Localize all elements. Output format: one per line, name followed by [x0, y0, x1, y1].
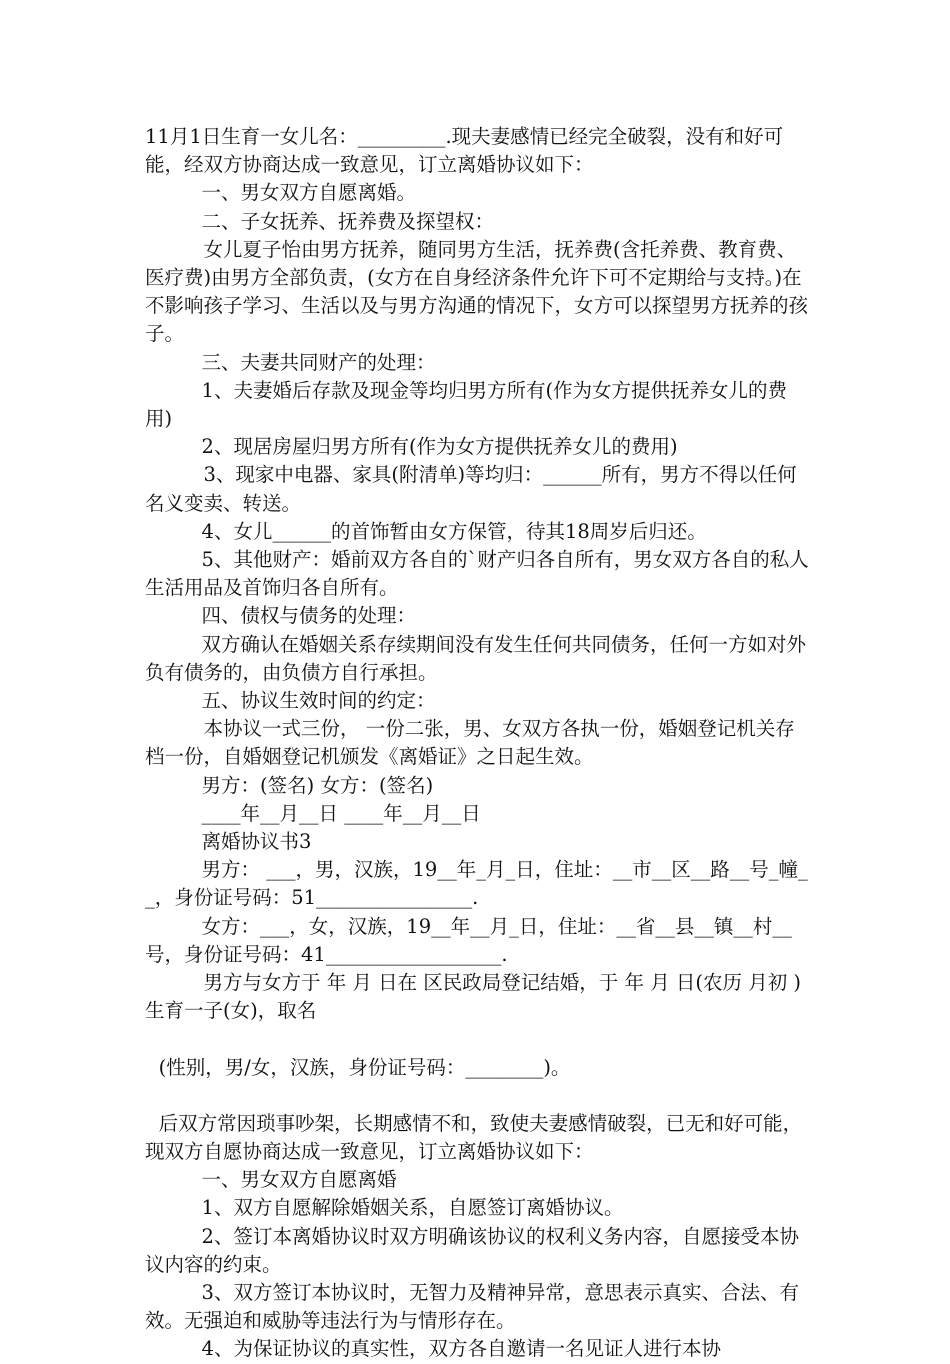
paragraph-item-3: 3、双方签订本协议时，无智力及精神异常，意思表示真实、合法、有效。无强迫和威胁等违法行为与情形存在。	[145, 1280, 799, 1333]
paragraph-section-1-title: 一、男女双方自愿离婚	[201, 1168, 397, 1192]
paragraph-property-5: 5、其他财产：婚前双方各自的`财产归各自所有，男女双方各自的私人生活用品及首饰归各自所有。	[145, 548, 809, 600]
paragraph-clause-2-title: 二、子女抚养、抚养费及探望权：	[201, 209, 495, 233]
paragraph-property-4: 4、女儿______的首饰暂由女方保管，待其18周岁后归还。	[201, 519, 707, 543]
paragraph-effective: 本协议一式三份， 一份二张，男、女双方各执一份，婚姻登记机关存档一份，自婚姻登记机颁发《离婚证》之日起生效。	[145, 717, 795, 769]
paragraph-debts: 双方确认在婚姻关系存续期间没有发生任何共同债务，任何一方如对外负有债务的，由负债方自行承担。	[145, 632, 807, 684]
paragraph-clause-5-title: 五、协议生效时间的约定：	[201, 689, 436, 713]
paragraph-marriage-registration: 男方与女方于 年 月 日在 区民政局登记结婚，于 年 月 日(农历 月初 )生育一子(女)，取名	[145, 971, 802, 1023]
paragraph-item-2: 2、签订本离婚协议时双方明确该协议的权利义务内容，自愿接受本协议内容的约束。	[145, 1224, 799, 1276]
paragraph-signature-dates: ____年__月__日 ____年__月__日	[201, 801, 481, 825]
paragraph-property-3: 3、现家中电器、家具(附清单)等均归：______所有，男方不得以任何名义变卖、转送。	[145, 463, 797, 515]
paragraph-wife-info: 女方：___，女，汉族，19__年__月_日，住址：__省__县__镇__村__号，身份证号码：41__________________.	[145, 914, 792, 966]
paragraph-property-2: 2、现居房屋归男方所有(作为女方提供抚养女儿的费用)	[201, 435, 678, 459]
document-body	[145, 123, 810, 1364]
paragraph-clause-1: 一、男女双方自愿离婚。	[201, 181, 417, 205]
paragraph-husband-info: 男方： ___，男，汉族，19__年_月_日，住址：__市__区__路__号_幢__，身份证号码：51________________.	[145, 858, 808, 910]
blank-spacer	[145, 1026, 810, 1054]
paragraph-item-1: 1、双方自愿解除婚姻关系，自愿签订离婚协议。	[201, 1196, 624, 1220]
blank-spacer	[145, 1082, 810, 1110]
paragraph-child-id: (性别，男/女，汉族，身份证号码：________)。	[158, 1055, 571, 1079]
paragraph-breakdown: 后双方常因琐事吵架，长期感情不和，致使夫妻感情破裂，已无和好可能，现双方自愿协商达成一致意见，订立离婚协议如下：	[145, 1111, 803, 1163]
paragraph-daughter-birth: 11月1日生育一女儿名：_________.现夫妻感情已经完全破裂，没有和好可能，经双方协商达成一致意见，订立离婚协议如下：	[145, 125, 784, 177]
paragraph-agreement-3-title: 离婚协议书3	[201, 830, 312, 854]
paragraph-clause-4-title: 四、债权与债务的处理：	[201, 604, 417, 628]
paragraph-custody: 女儿夏子怡由男方抚养，随同男方生活，抚养费(含托养费、教育费、医疗费)由男方全部负责，(女方在自身经济条件允许下可不定期给与支持。)在不影响孩子学习、生活以及与男方沟通的情况下，女方可以探望男方抚养的孩子。	[145, 237, 809, 346]
paragraph-property-1: 1、夫妻婚后存款及现金等均归男方所有(作为女方提供抚养女儿的费用)	[145, 378, 788, 431]
paragraph-item-4: 4、为保证协议的真实性，双方各自邀请一名见证人进行本协	[201, 1337, 721, 1361]
paragraph-clause-3-title: 三、夫妻共同财产的处理：	[201, 350, 436, 374]
paragraph-signatures: 男方：(签名) 女方：(签名)	[201, 773, 434, 797]
